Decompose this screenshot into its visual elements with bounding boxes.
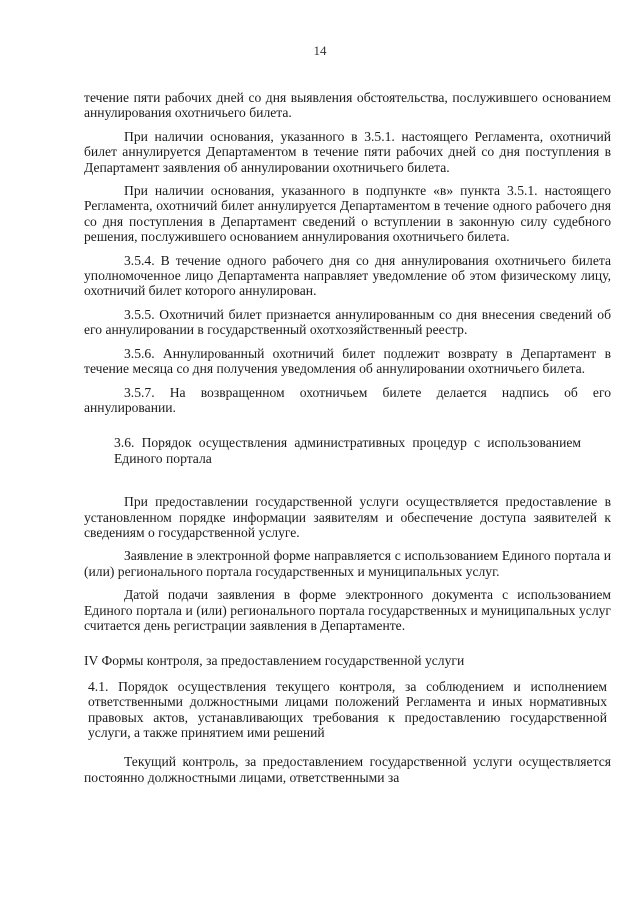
paragraph: Заявление в электронной форме направляется с использованием Единого портала и (или) регионального портала государственных и муниципальных услуг. <box>84 548 611 579</box>
paragraph: Датой подачи заявления в форме электронного документа с использованием Единого портала и (или) регионального портала государственных и муниципальных услуг считается день регистрации заявления в Департаменте. <box>84 587 611 633</box>
paragraph-3-5-7: 3.5.7. На возвращенном охотничьем билете делается надпись об его аннулировании. <box>84 384 611 415</box>
subsection-heading-4-1: 4.1. Порядок осуществления текущего контроля, за соблюдением и исполнением ответственными должностными лицами положений Регламента и иных нормативных правовых актов, устанавливающих требования к предоставлению государственной услуги, а также принятием ими решений <box>88 678 607 740</box>
paragraph-3-5-4: 3.5.4. В течение одного рабочего дня со дня аннулирования охотничьего билета уполномоченное лицо Департамента направляет уведомление об этом физическому лицу, охотничий билет которого аннулирован. <box>84 252 611 299</box>
paragraph: При наличии основания, указанного в подпункте «в» пункта 3.5.1. настоящего Регламента, охотничий билет аннулируется Департаментом в течение одного рабочего дня со дня поступления в Департамент сведений о вступлении в законную силу судебного решения, послужившего основанием аннулирования охотничьего билета. <box>84 183 611 245</box>
document-body <box>84 90 611 785</box>
paragraph-3-5-5: 3.5.5. Охотничий билет признается аннулированным со дня внесения сведений об его аннулировании в государственный охотхозяйственный реестр. <box>84 306 611 338</box>
section-heading-4: IV Формы контроля, за предоставлением государственной услуги <box>84 653 465 669</box>
paragraph-3-5-6: 3.5.6. Аннулированный охотничий билет подлежит возврату в Департамент в течение месяца со дня получения уведомления об аннулировании охотничьего билета. <box>84 345 611 377</box>
paragraph: При наличии основания, указанного в 3.5.1. настоящего Регламента, охотничий билет аннулируется Департаментом в течение пяти рабочих дней со дня поступления в Департамент заявления об аннулировании охотничьего билета. <box>84 128 611 175</box>
paragraph: При предоставлении государственной услуги осуществляется предоставление в установленном порядке информации заявителям и обеспечение доступа заявителей к сведениям о государственной услуге. <box>84 494 611 540</box>
page-number: 14 <box>313 43 327 58</box>
paragraph: Текущий контроль, за предоставлением государственной услуги осуществляется постоянно должностными лицами, ответственными за <box>84 754 611 785</box>
section-heading-3-6: 3.6. Порядок осуществления административных процедур с использованием Единого портала <box>114 435 581 466</box>
paragraph: течение пяти рабочих дней со дня выявления обстоятельства, послужившего основанием аннулирования охотничьего билета. <box>84 90 611 121</box>
